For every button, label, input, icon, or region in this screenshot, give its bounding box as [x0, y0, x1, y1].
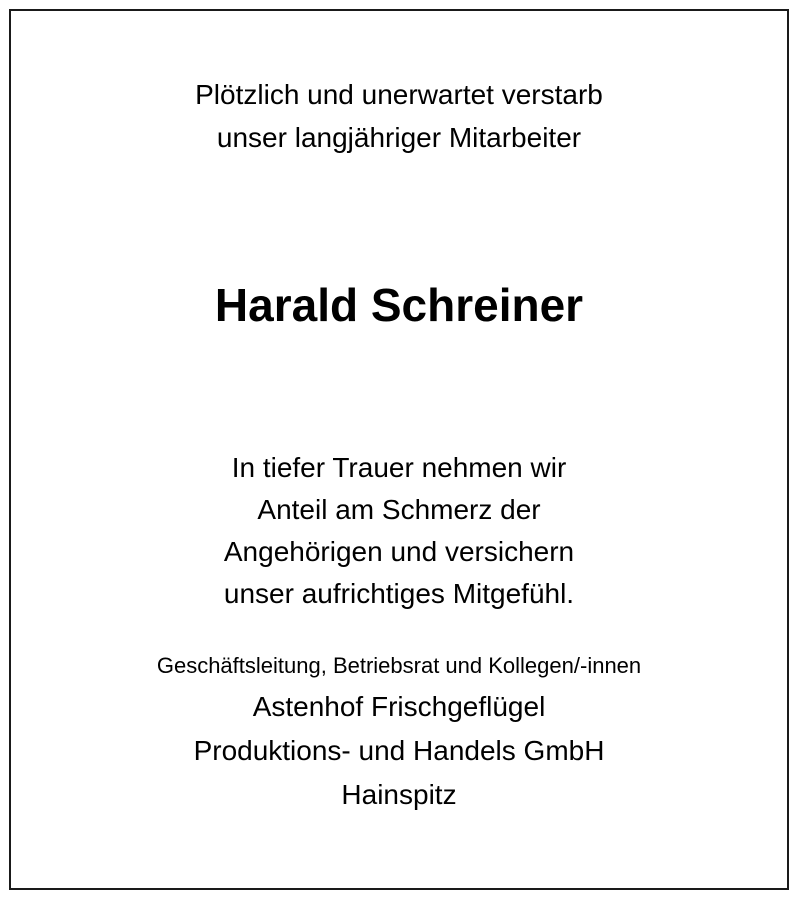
- intro-line-1: Plötzlich und unerwartet verstarb: [195, 79, 603, 110]
- company-line-3: Hainspitz: [341, 779, 457, 810]
- signers-label: Geschäftsleitung, Betriebsrat und Kollegen/-innen: [156, 653, 642, 678]
- condolence-line-1: In tiefer Trauer nehmen wir: [231, 452, 567, 483]
- condolence-text: [11, 447, 787, 615]
- condolence-line-3: Angehörigen und versichern: [223, 536, 575, 567]
- intro-line-2: unser langjähriger Mitarbeiter: [216, 122, 582, 153]
- deceased-name: Harald Schreiner: [214, 279, 584, 331]
- company-signature: [11, 685, 787, 817]
- intro-text: [11, 73, 787, 159]
- company-line-1: Astenhof Frischgeflügel: [252, 691, 546, 722]
- condolence-line-4: unser aufrichtiges Mitgefühl.: [223, 578, 575, 609]
- obituary-notice: [9, 9, 789, 890]
- condolence-line-2: Anteil am Schmerz der: [257, 494, 541, 525]
- company-line-2: Produktions- und Handels GmbH: [193, 735, 605, 766]
